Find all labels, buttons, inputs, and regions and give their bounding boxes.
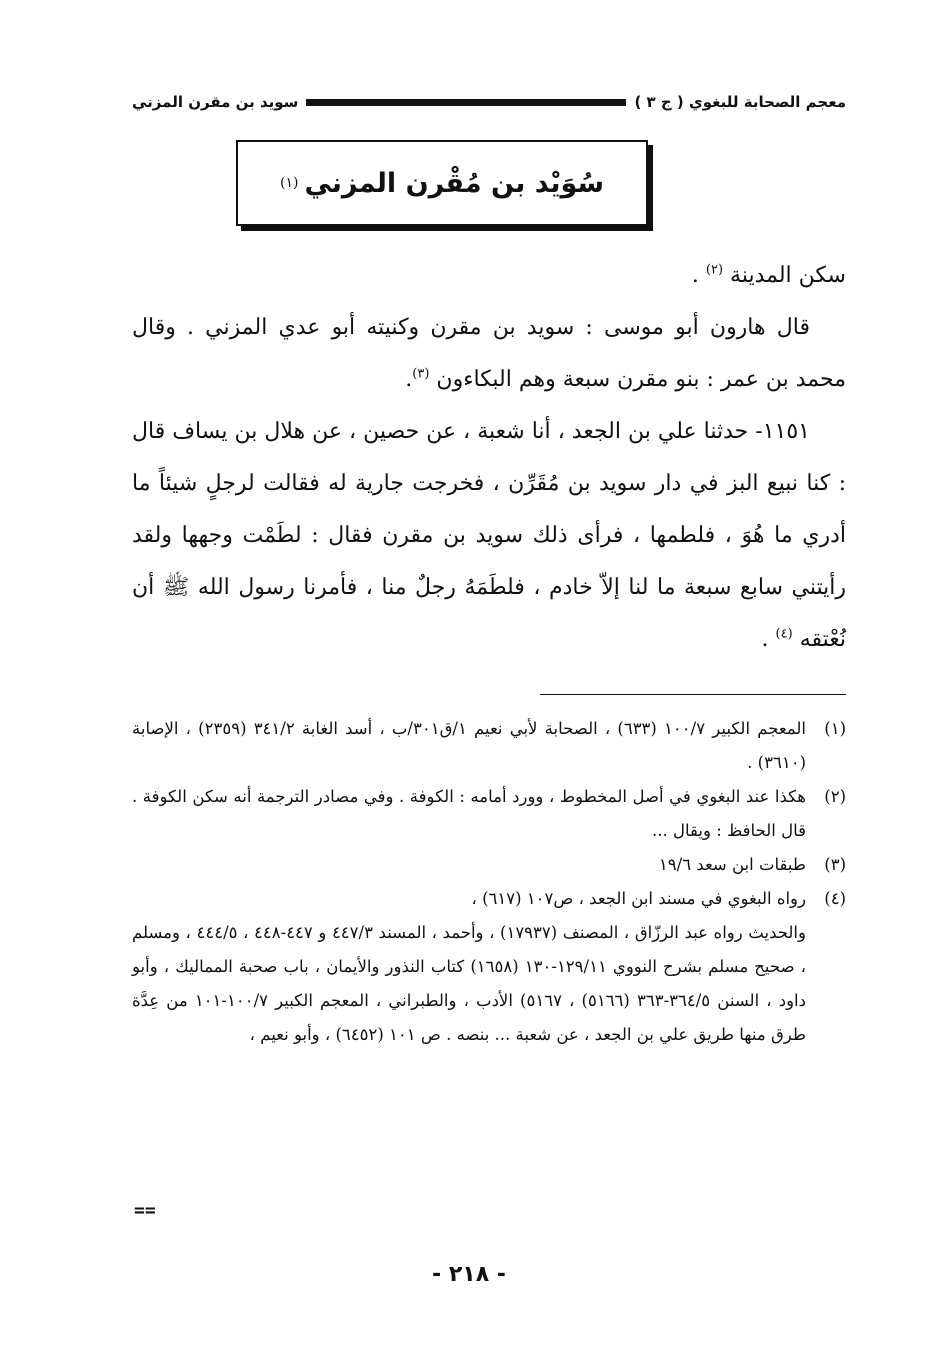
header-entry-title: سويد بن مقرن المزني (132, 93, 299, 111)
footnote-number: (٢) (824, 787, 846, 806)
footnote-text: هكذا عند البغوي في أصل المخطوط ، وورد أمامه : الكوفة . وفي مصادر الترجمة أنه سكن الكوفة . قال الحافظ : ويقال ... (132, 787, 806, 840)
paragraph-residence-text: سكن المدينة (730, 263, 846, 288)
page-number: - ٢١٨ - (432, 1262, 506, 1287)
paragraph-hadith (132, 406, 846, 666)
footnote-continuation: والحديث رواه عبد الرزّاق ، المصنف (١٧٩٣٧) ، وأحمد ، المسند ٤٤٧/٣ و ٤٤٧-٤٤٨ ، ٤٤٤/٥ ، ومسلم ، صحيح مسلم بشرح النووي ١٢٩/١١-١٣٠ (١٦٥٨) كتاب النذور والأيمان ، باب صحبة المماليك ، وأبو داود ، السنن ٣٦٤/٥-٣٦٣ (٥١٦٦) ، ٥١٦٧) الأدب ، والطبراني ، المعجم الكبير ١٠٠/٧-١٠١ من عِدَّة طرق منها طريق علي بن الجعد ، عن شعبة ... بنصه . ص ١٠١ (٦٤٥٢) ، وأبو نعيم ، (132, 923, 806, 1044)
header-rule (306, 99, 626, 106)
footnote-separator (540, 694, 846, 695)
paragraph-residence (132, 250, 846, 302)
footnote-text: رواه البغوي في مسند ابن الجعد ، ص١٠٧ (٦١٧) ، (471, 889, 806, 908)
paragraph-residence-end: . (691, 263, 706, 288)
footnote-item (132, 780, 846, 848)
header-book-title: معجم الصحابة للبغوي ( ج ٣ ) (634, 93, 846, 111)
continuation-mark: == (134, 1200, 156, 1221)
running-header (132, 88, 846, 116)
footnote-item (132, 882, 846, 916)
footnote-text: طبقات ابن سعد ١٩/٦ (658, 855, 806, 874)
entry-title-box (236, 140, 648, 226)
footnotes (132, 712, 846, 1052)
footnote-ref-4: (٤) (775, 626, 793, 642)
footnote-number: (٤) (824, 889, 846, 908)
footnote-item (132, 712, 846, 780)
paragraph-hadith-end: . (761, 627, 776, 652)
footnote-ref-2: (٢) (705, 262, 724, 278)
paragraph-kunya-end: . (405, 367, 413, 392)
footnote-item (132, 848, 846, 882)
paragraph-kunya (132, 302, 846, 406)
paragraph-hadith-text: ١١٥١- حدثنا علي بن الجعد ، أنا شعبة ، عن حصين ، عن هلال بن يساف قال : كنا نبيع البز في دار سويد بن مُقَرِّن ، فخرجت جارية له فقالت لرجلٍ شيئاً ما أدري ما هُوَ ، فلطمها ، فرأى ذلك سويد بن مقرن فقال : لطَمْت وجهها ولقد رأيتني سابع سبعة ما لنا إلاّ خادم ، فلطَمَهُ رجلٌ منا ، فأمرنا رسول الله ﷺ أن نُعْتقه (132, 419, 846, 652)
main-text (132, 250, 846, 666)
footnote-number: (٣) (824, 855, 846, 874)
entry-title: سُوَيْد بن مُقْرن المزني (304, 167, 605, 199)
title-footnote-mark: (١) (279, 175, 299, 191)
footnote-ref-3: (٣) (412, 366, 430, 382)
footnote-text: المعجم الكبير ١٠٠/٧ (٦٣٣) ، الصحابة لأبي نعيم ١/ق٣٠١/ب ، أسد الغابة ٣٤١/٢ (٢٣٥٩) ، الإصابة (٣٦١٠) . (132, 719, 806, 772)
footnote-number: (١) (824, 719, 846, 738)
paragraph-kunya-text: قال هارون أبو موسى : سويد بن مقرن وكنيته أبو عدي المزني . وقال محمد بن عمر : بنو مقرن سبعة وهم البكاءون (132, 315, 846, 392)
